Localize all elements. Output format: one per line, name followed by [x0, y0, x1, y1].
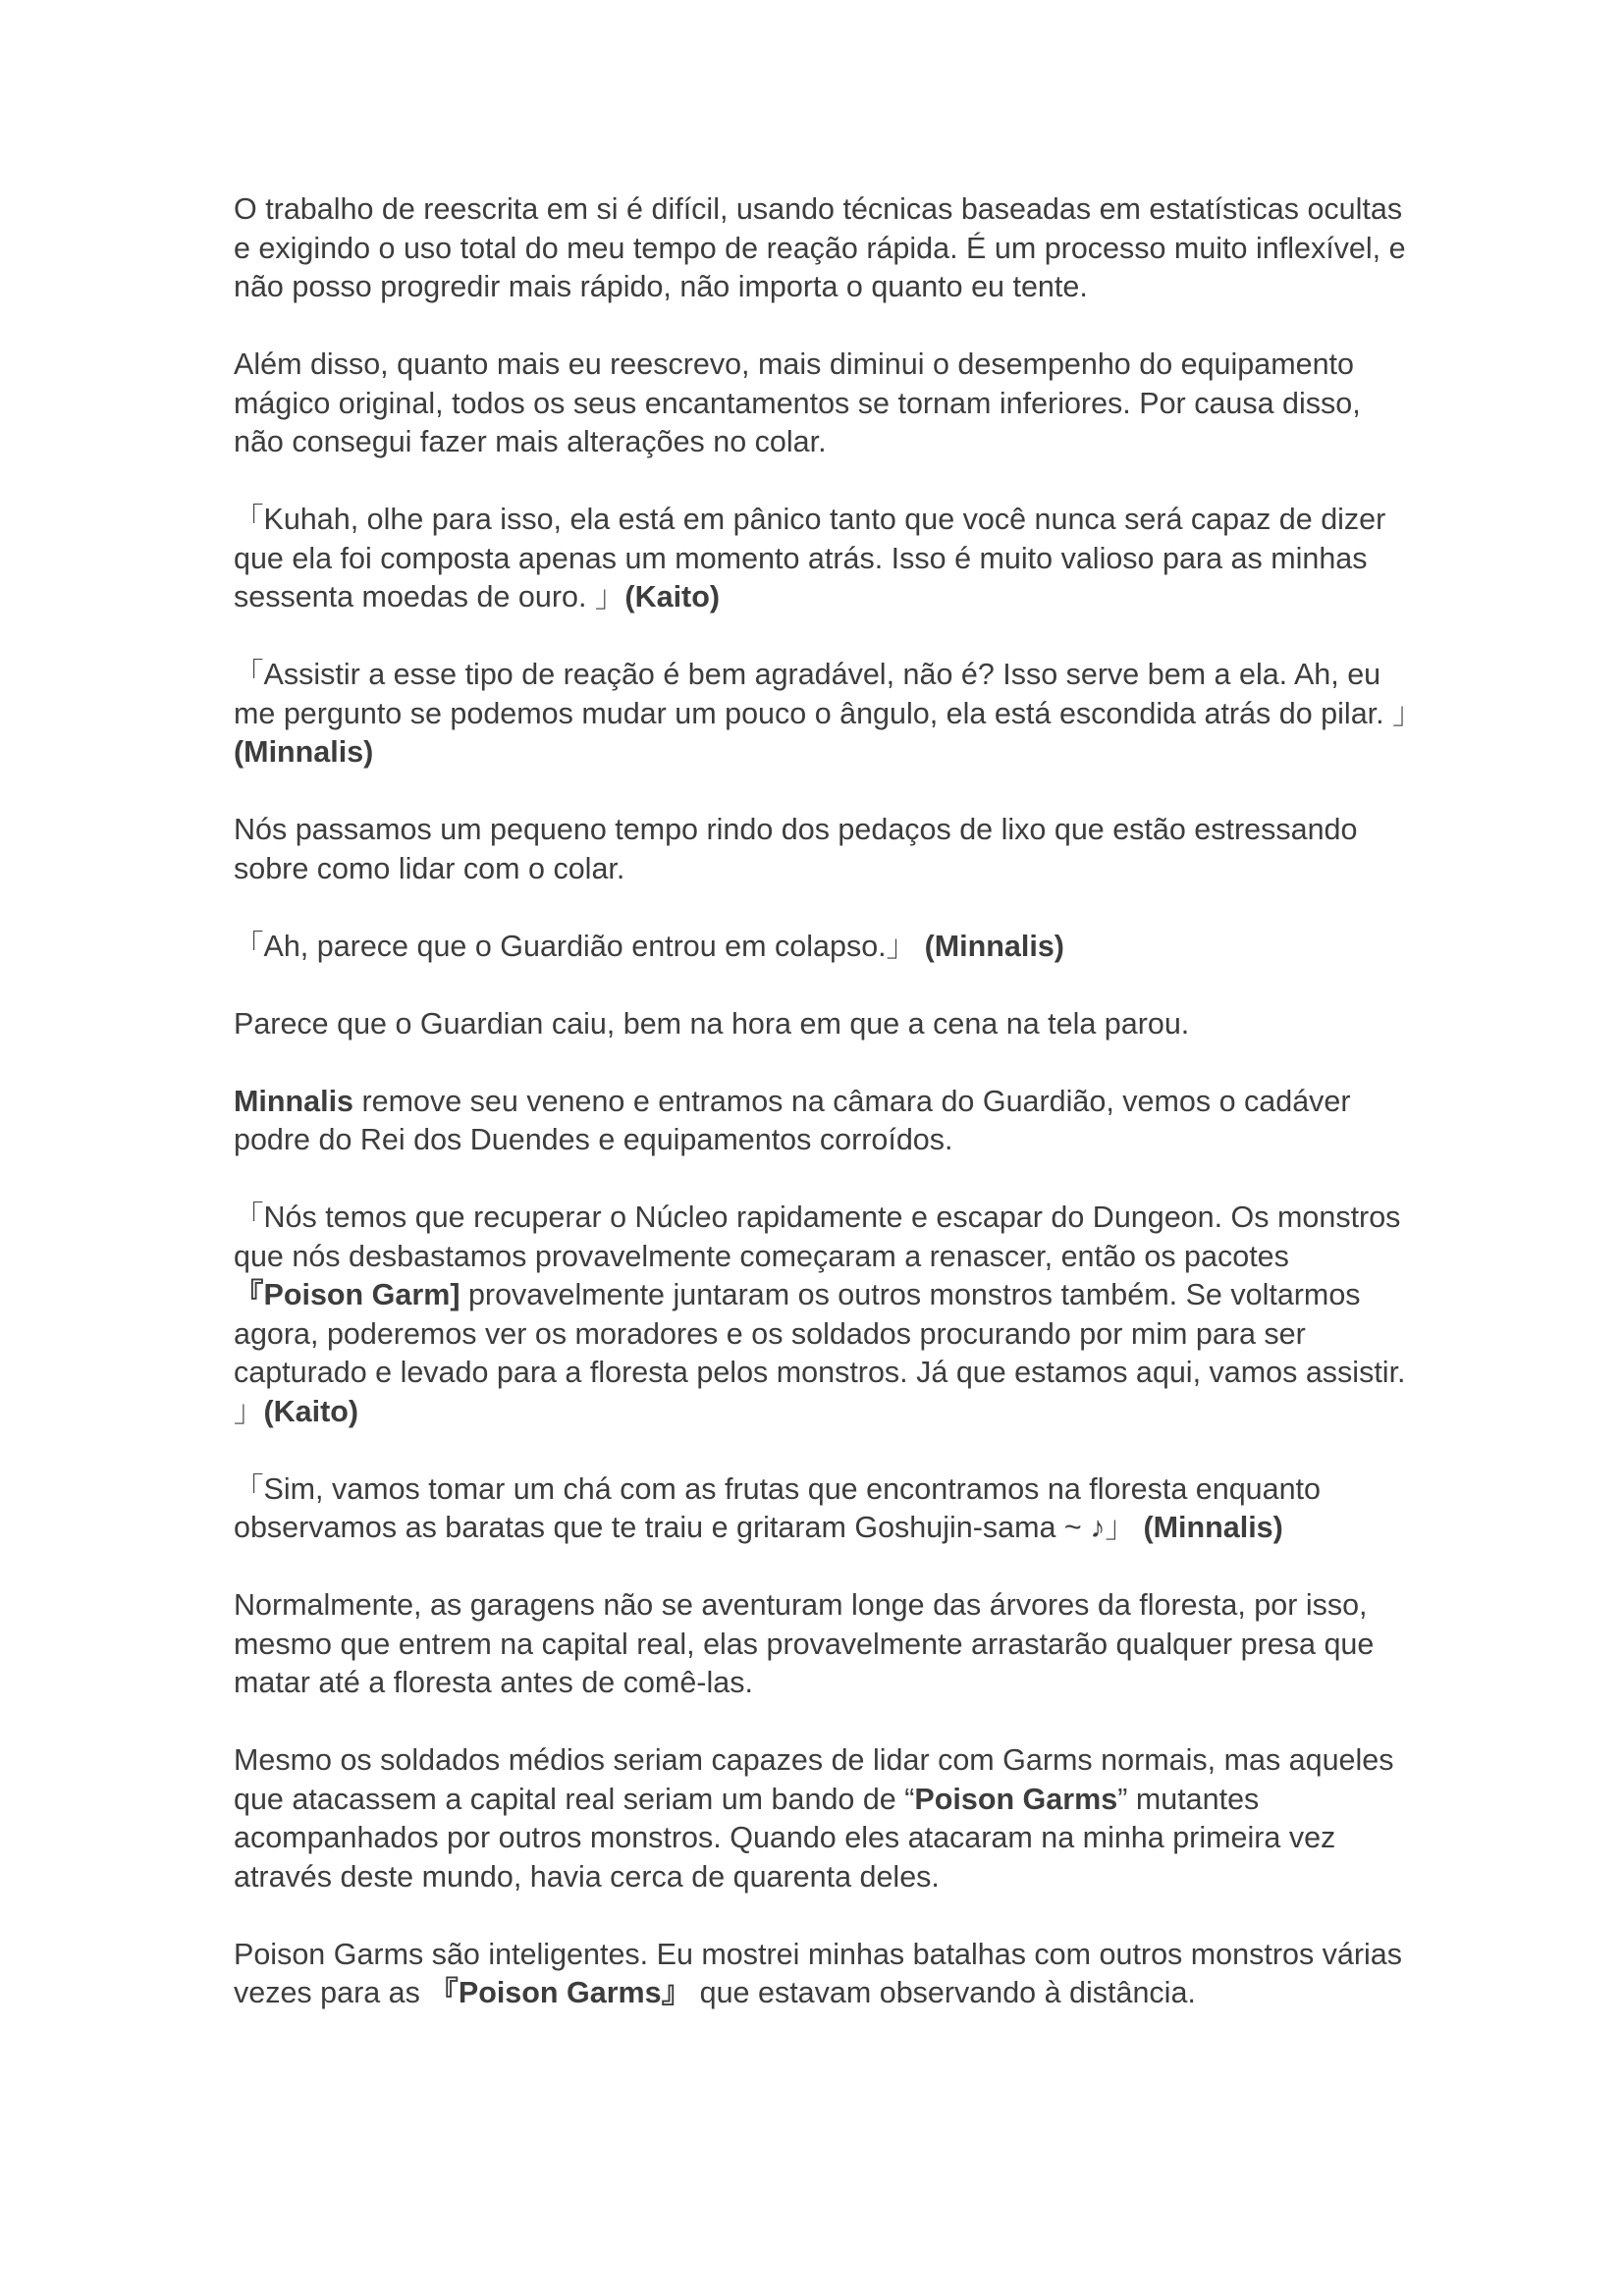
speaker-label: (Minnalis) — [924, 929, 1064, 963]
paragraph-9 — [234, 1199, 1415, 1431]
music-note: ♪ — [1090, 1511, 1106, 1544]
paragraph-7 — [234, 1005, 1412, 1044]
paragraph-12 — [234, 1741, 1412, 1896]
term-highlight: 『Poison Garm] — [234, 1278, 460, 1311]
text-run: provavelmente juntaram os outros monstros também. Se voltarmos agora, poderemos ver os moradores e os soldados procurando por mim para ser capturado e levado para a floresta pelos monstros. Já que estamos aqui, vamos assistir. 」 — [234, 1278, 1415, 1428]
paragraph-8 — [234, 1083, 1412, 1160]
text-run: Nós passamos um pequeno tempo rindo dos pedaços de lixo que estão estressando sobre como lidar com o colar. — [234, 813, 1366, 885]
paragraph-5 — [234, 811, 1412, 888]
paragraph-6 — [234, 928, 1412, 967]
speaker-label: (Kaito) — [624, 580, 720, 614]
speaker-label: (Minnalis) — [1143, 1511, 1283, 1544]
term-highlight: Poison Garms — [914, 1782, 1118, 1816]
paragraph-4 — [234, 656, 1423, 773]
text-run: 「Ah, parece que o Guardião entrou em colapso.」 — [234, 929, 925, 963]
speaker-label: (Kaito) — [263, 1394, 359, 1428]
text-run: que estavam observando à distância. — [691, 1976, 1196, 2009]
text-run: O trabalho de reescrita em si é difícil, usando técnicas baseadas em estatísticas ocultas e exigindo o uso total do meu tempo de reação rápida. É um processo muito inflexível, e não posso progredir mais rápido, não importa o quanto eu tente. — [234, 192, 1415, 303]
paragraph-11 — [234, 1586, 1412, 1703]
text-run: 「Sim, vamos tomar um chá com as frutas que encontramos na floresta enquanto observamos as baratas que te traiu e gritaram Goshujin-sama ~ — [234, 1471, 1329, 1544]
speaker-label: (Minnalis) — [234, 735, 374, 769]
text-run: 」 — [1105, 1511, 1144, 1544]
text-run: Além disso, quanto mais eu reescrevo, mais diminui o desempenho do equipamento mágico original, todos os seus encantamentos se tornam inferiores. Por causa disso, não consegui fazer mais alterações no colar. — [234, 347, 1370, 458]
paragraph-13 — [234, 1936, 1412, 2013]
text-run: remove seu veneno e entramos na câmara do Guardião, vemos o cadáver podre do Rei dos Duendes e equipamentos corroídos. — [234, 1084, 1360, 1156]
text-run: Parece que o Guardian caiu, bem na hora em que a cena na tela parou. — [234, 1006, 1190, 1041]
text-run: 「Kuhah, olhe para isso, ela está em pânico tanto que você nunca será capaz de dizer que ela foi composta apenas um momento atrás. Isso é muito valioso para as minhas sessenta moedas de ouro. 」 — [234, 503, 1394, 614]
text-run: 「Nós temos que recuperar o Núcleo rapidamente e escapar do Dungeon. Os monstros que nós desbastamos provavelmente começaram a renascer, então os pacotes — [234, 1201, 1409, 1273]
text-run: 「Assistir a esse tipo de reação é bem agradável, não é? Isso serve bem a ela. Ah, eu me pergunto se podemos mudar um pouco o ângulo, ela está escondida atrás do pilar. 」 — [234, 658, 1423, 730]
text-run: ” mutantes acompanhados por outros monstros. Quando eles atacaram na minha primeira vez através deste mundo, havia cerca de quarenta deles. — [234, 1782, 1344, 1894]
document-page — [234, 190, 1423, 2052]
paragraph-2 — [234, 346, 1412, 462]
character-name: Minnalis — [234, 1084, 354, 1118]
text-run: Poison Garms são inteligentes. Eu mostrei minhas batalhas com outros monstros várias vezes para as — [234, 1937, 1411, 2009]
paragraph-3 — [234, 501, 1412, 617]
paragraph-1 — [234, 190, 1415, 307]
term-highlight: 『Poison Garms』 — [428, 1976, 692, 2009]
text-run: Normalmente, as garagens não se aventuram longe das árvores da floresta, por isso, mesmo que entrem na capital real, elas provavelmente arrastarão qualquer presa que matar até a floresta antes de comê-las. — [234, 1588, 1382, 1699]
text-run: Mesmo os soldados médios seriam capazes de lidar com Garms normais, mas aqueles que atacassem a capital real seriam um bando de “ — [234, 1743, 1402, 1816]
paragraph-10 — [234, 1470, 1412, 1548]
